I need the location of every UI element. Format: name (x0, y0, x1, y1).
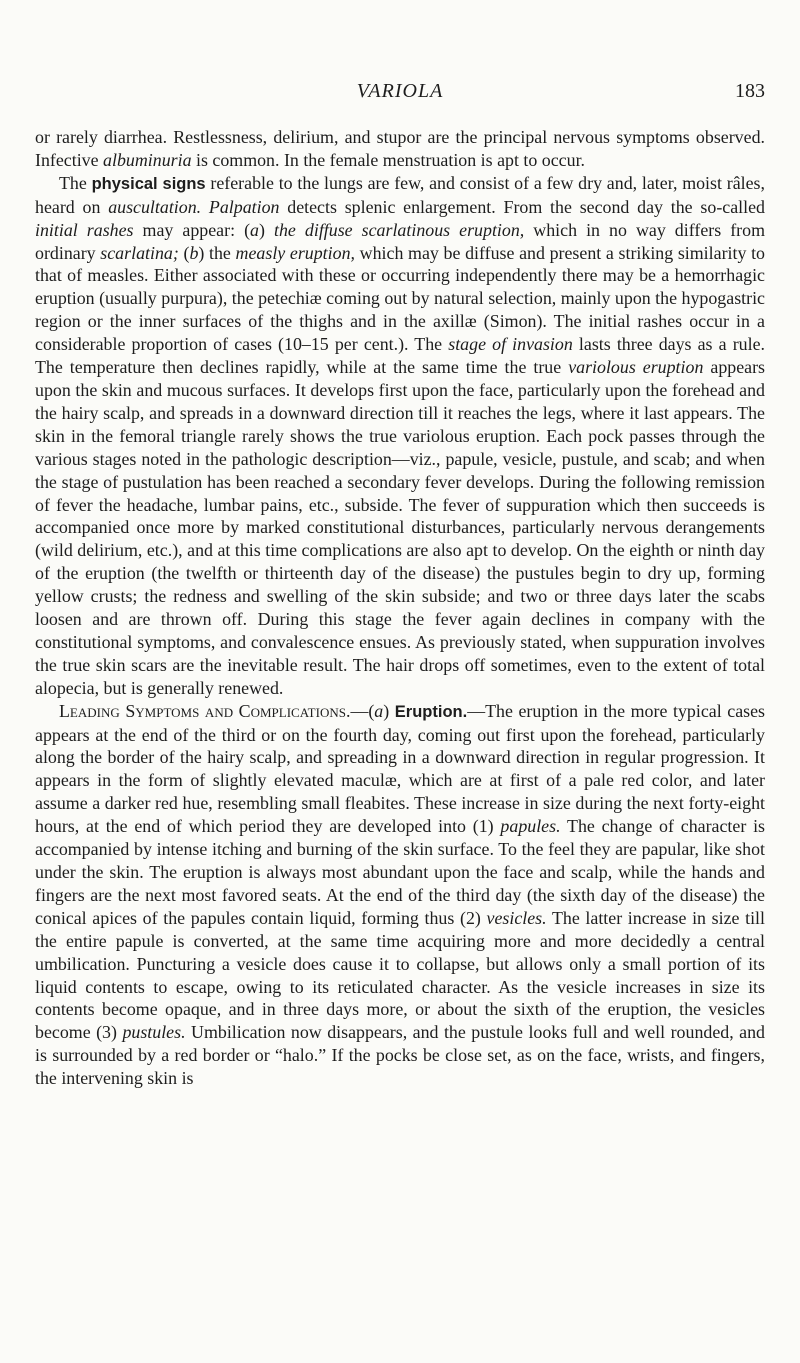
page-number: 183 (735, 80, 765, 102)
text-segment: —The eruption in the more typical cases appears at the end of the third or on the fourth day, coming out first upon the forehead, particularly along the border of the hairy scalp, and spreading in a downward direction in regular progression. It appears in the form of slightly elevated maculæ, which are at first of a pale red color, and later assume a darker red hue, resembling small fleabites. These increase in size during the next forty-eight hours, at the end of which period they are developed into (1) (35, 700, 766, 837)
text-segment: The (59, 172, 92, 193)
text-segment: papules. (500, 816, 561, 837)
text-segment: initial rashes (35, 219, 134, 240)
text-segment: ( (178, 242, 190, 263)
text-segment: lasts three days as a rule. The temperature then declines rapidly, while at the same time the true (35, 334, 765, 378)
text-segment: scarlatina; (100, 242, 179, 263)
text-segment: or rarely diarrhea. Restlessness, delirium, and stupor are the principal nervous symptoms observed. Infective (35, 127, 765, 170)
text-segment: albuminuria (103, 149, 192, 170)
body-text (35, 126, 765, 1090)
text-segment: ) the (198, 242, 236, 263)
text-segment: referable to the lungs are few, and consist of a few dry and, later, moist râles, heard on (35, 172, 765, 217)
text-segment: which in no way differs from ordinary (35, 219, 765, 263)
text-segment: measly eruption, (235, 242, 355, 263)
text-segment: the diffuse scarlatinous eruption, (274, 219, 525, 240)
text-segment: variolous eruption (568, 357, 704, 378)
text-segment: b (189, 242, 199, 263)
text-segment (201, 197, 209, 217)
text-segment: stage of invasion (448, 334, 573, 355)
paragraph (35, 126, 765, 172)
running-head (35, 80, 765, 110)
text-segment: is common. In the female menstruation is apt to occur. (191, 149, 586, 170)
text-segment: Eruption. (394, 702, 468, 721)
text-segment: appears upon the skin and mucous surfaces. It develops first upon the face, particularly upon the forehead and the hairy scalp, and spreads in a downward direction till it reaches the legs, where it last appears. The skin in the femoral triangle rarely shows the true variolous eruption. Each pock passes through the various stages noted in the pathologic description—viz., papule, vesicle, pustule, and scab; and when the stage of pustulation has been reached a secondary fever develops. During the following remission of fever the headache, lumbar pains, etc., subside. The fever of suppuration which then succeeds is accompanied once more by marked constitutional disturbances, particularly nervous derangements (wild delirium, etc.), and at this time complications are also apt to develop. On the eighth or ninth day of the eruption (the twelfth or thirteenth day of the disease) the pustules begin to dry up, forming yellow crusts; the redness and swelling of the skin subside; and two or three days later the scabs loosen and are thrown off. During this stage the fever again declines in company with the constitutional symptoms, and convalescence ensues. As previously stated, when suppuration involves the true skin scars are the inevitable result. The hair drops off sometimes, even to the extent of total alopecia, but is generally renewed. (35, 357, 766, 698)
text-segment: which may be diffuse and present a striking similarity to that of measles. Either associated with these or occurring independently there may be a hemorrhagic eruption (usually purpura), the petechiæ coming out by natural selection, mainly upon the hypogastric region or the inner surfaces of the thighs and in the axillæ (Simon). The initial rashes occur in a considerable proportion of cases (10–15 per cent.). The (35, 242, 765, 355)
text-segment: The latter increase in size till the entire papule is converted, at the same time acquiring more and more decidedly a central umbilication. Puncturing a vesicle does cause it to collapse, but allows only a small portion of its liquid contents to escape, owing to its reticulated character. As the vesicle increases in size its contents become opaque, and in three days more, or about the sixth of the eruption, the vesicles become (3) (35, 907, 765, 1043)
text-segment: Leading Symptoms and Complications. (59, 700, 351, 721)
text-segment: detects splenic enlargement. From the second day the so-called (279, 196, 765, 217)
text-segment: Palpation (208, 196, 280, 217)
text-segment: The change of character is accompanied by intense itching and burning of the skin surface. To the feel they are papular, like shot under the skin. The eruption is always most abundant upon the face and scalp, while the hands and fingers are the next most favored seats. At the end of the third day (the sixth day of the disease) the conical apices of the papules contain liquid, forming thus (2) (35, 816, 765, 928)
text-segment: pustules. (122, 1022, 186, 1043)
text-segment: vesicles. (486, 907, 547, 928)
paragraph (35, 700, 765, 1090)
text-segment: ) (259, 219, 274, 240)
running-title: VARIOLA (356, 80, 444, 102)
text-segment: ) (383, 700, 395, 721)
text-segment: may appear: ( (133, 219, 251, 240)
text-segment: Umbilication now disappears, and the pustule looks full and well rounded, and is surrounded by a red border or “halo.” If the pocks be close set, as on the face, wrists, and fingers, the intervening skin is (35, 1022, 765, 1089)
text-segment: auscultation. (108, 196, 202, 217)
paragraph (35, 172, 765, 700)
text-segment: —( (350, 700, 375, 721)
text-segment: physical signs (91, 174, 206, 193)
text-segment: a (374, 700, 384, 721)
text-segment: a (250, 219, 259, 240)
